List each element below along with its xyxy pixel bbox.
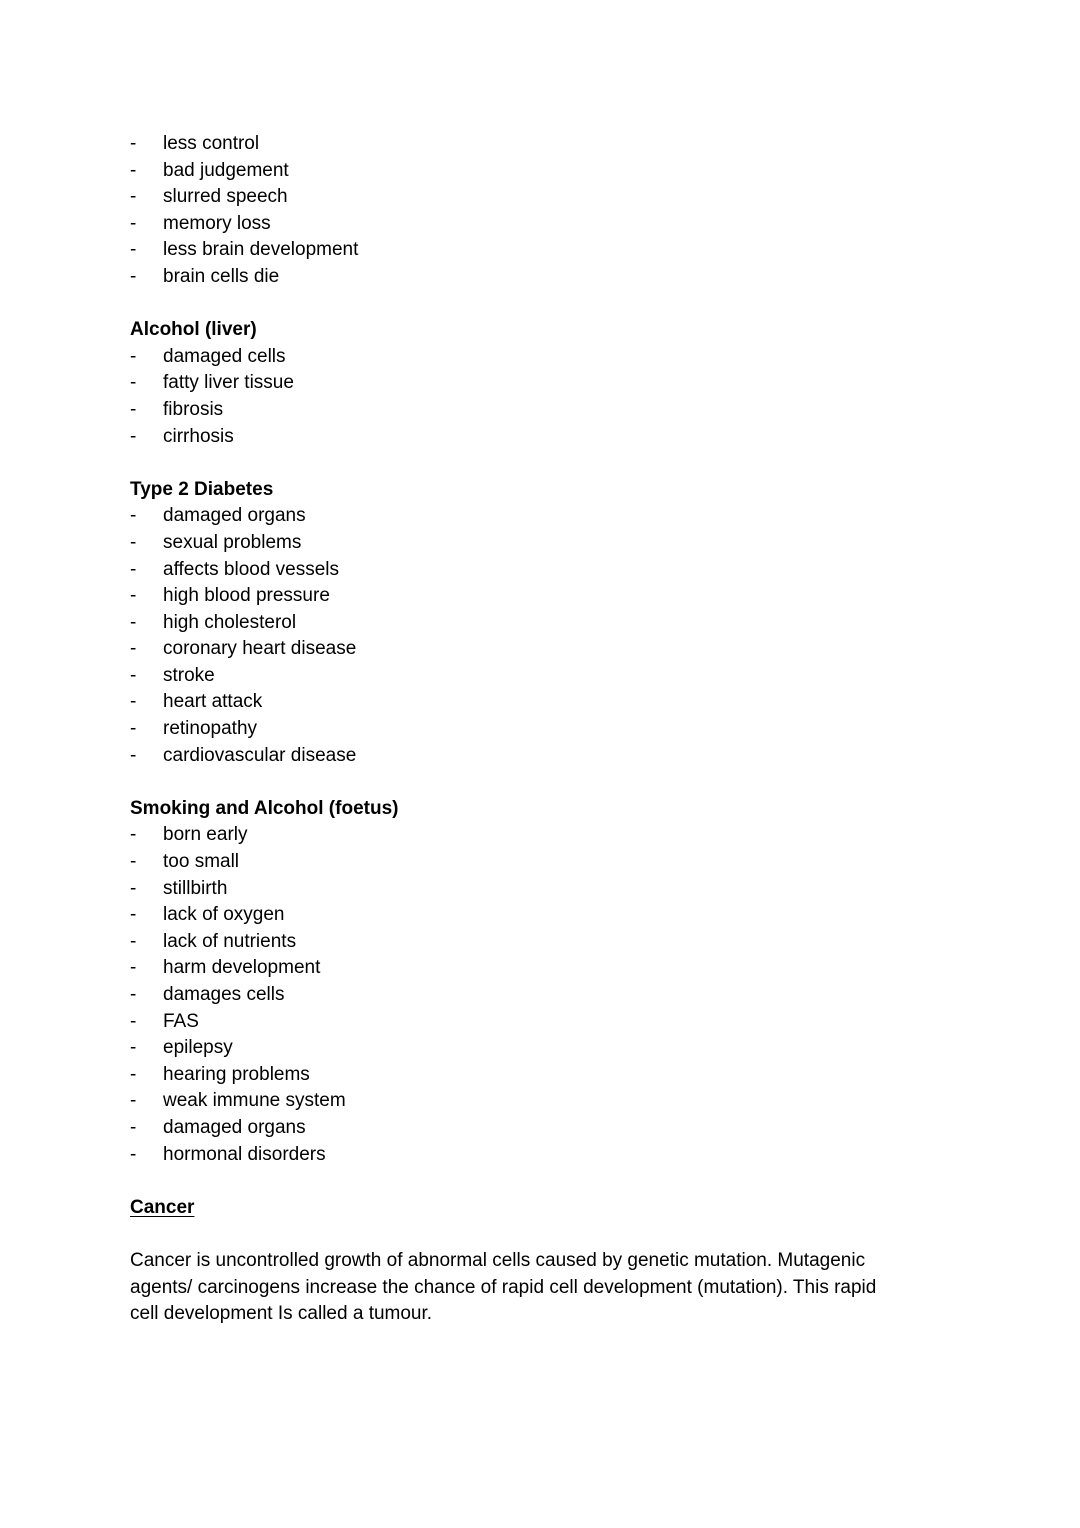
- bullet-dash: -: [130, 239, 137, 261]
- bullet-dash: -: [130, 186, 137, 208]
- list-item: - damaged organs: [130, 503, 950, 530]
- list-item: - weak immune system: [130, 1088, 950, 1115]
- alcohol-liver-list: [130, 344, 950, 450]
- list-item: - brain cells die: [130, 264, 950, 291]
- list-item: - stroke: [130, 663, 950, 690]
- list-item: - damaged organs: [130, 1115, 950, 1142]
- bullet-dash: -: [130, 638, 137, 660]
- bullet-dash: -: [130, 824, 137, 846]
- list-item: - fibrosis: [130, 397, 950, 424]
- section-heading-cancer: Cancer: [130, 1196, 195, 1218]
- list-item: - harm development: [130, 955, 950, 982]
- smoking-alcohol-foetus-list: [130, 822, 950, 1168]
- bullet-dash: -: [130, 425, 137, 447]
- bullet-dash: -: [130, 505, 137, 527]
- bullet-dash: -: [130, 265, 137, 287]
- list-item: - bad judgement: [130, 158, 950, 185]
- list-item: - cardiovascular disease: [130, 743, 950, 770]
- list-item: - less control: [130, 131, 950, 158]
- cancer-paragraph: [130, 1248, 930, 1328]
- bullet-dash: -: [130, 398, 137, 420]
- bullet-dash: -: [130, 531, 137, 553]
- bullet-dash: -: [130, 372, 137, 394]
- bullet-dash: -: [130, 585, 137, 607]
- list-item: - lack of oxygen: [130, 902, 950, 929]
- bullet-dash: -: [130, 212, 137, 234]
- list-item: - stillbirth: [130, 876, 950, 903]
- bullet-dash: -: [130, 691, 137, 713]
- bullet-dash: -: [130, 718, 137, 740]
- list-item: - damaged cells: [130, 344, 950, 371]
- list-item: - slurred speech: [130, 184, 950, 211]
- section-heading-smoking-alcohol-foetus: Smoking and Alcohol (foetus): [130, 797, 399, 819]
- bullet-dash: -: [130, 664, 137, 686]
- spacer: [130, 1168, 950, 1195]
- bullet-dash: -: [130, 1090, 137, 1112]
- bullet-dash: -: [130, 159, 137, 181]
- list-item: - affects blood vessels: [130, 557, 950, 584]
- paragraph-line: cell development Is called a tumour.: [130, 1303, 433, 1325]
- bullet-dash: -: [130, 345, 137, 367]
- bullet-dash: -: [130, 133, 137, 154]
- type-2-diabetes-list: [130, 503, 950, 769]
- list-item: - damages cells: [130, 982, 950, 1009]
- bullet-dash: -: [130, 558, 137, 580]
- bullet-dash: -: [130, 1063, 137, 1085]
- bullet-dash: -: [130, 904, 137, 926]
- list-item: - born early: [130, 822, 950, 849]
- list-item: - less brain development: [130, 237, 950, 264]
- paragraph-line: Cancer is uncontrolled growth of abnormal cells caused by genetic mutation. Mutagenic: [130, 1249, 866, 1271]
- bullet-dash: -: [130, 877, 137, 899]
- bullet-dash: -: [130, 1116, 137, 1138]
- list-item: - retinopathy: [130, 716, 950, 743]
- bullet-dash: -: [130, 1010, 137, 1032]
- spacer: [130, 1221, 950, 1248]
- bullet-dash: -: [130, 957, 137, 979]
- document-page: [130, 131, 950, 1328]
- spacer: [130, 291, 950, 318]
- list-item: - epilepsy: [130, 1035, 950, 1062]
- brain-effects-list: [130, 131, 950, 291]
- bullet-dash: -: [130, 1037, 137, 1059]
- bullet-dash: -: [130, 984, 137, 1005]
- bullet-dash: -: [130, 1143, 137, 1165]
- paragraph-line: agents/ carcinogens increase the chance of rapid cell development (mutation). This rapid: [130, 1276, 877, 1298]
- list-item: - cirrhosis: [130, 424, 950, 451]
- section-heading-alcohol-liver: Alcohol (liver): [130, 319, 257, 341]
- list-item: - hormonal disorders: [130, 1142, 950, 1169]
- list-item: - FAS: [130, 1009, 950, 1036]
- bullet-dash: -: [130, 744, 137, 766]
- section-heading-type-2-diabetes: Type 2 Diabetes: [130, 478, 274, 500]
- list-item: - sexual problems: [130, 530, 950, 557]
- list-item: - hearing problems: [130, 1062, 950, 1089]
- list-item: - high cholesterol: [130, 610, 950, 637]
- list-item: - fatty liver tissue: [130, 370, 950, 397]
- spacer: [130, 769, 950, 796]
- list-item: - heart attack: [130, 689, 950, 716]
- list-item: - memory loss: [130, 211, 950, 238]
- bullet-dash: -: [130, 851, 137, 873]
- bullet-dash: -: [130, 930, 137, 952]
- list-item: - high blood pressure: [130, 583, 950, 610]
- list-item: - too small: [130, 849, 950, 876]
- list-item: - coronary heart disease: [130, 636, 950, 663]
- spacer: [130, 450, 950, 477]
- list-item: - lack of nutrients: [130, 929, 950, 956]
- bullet-dash: -: [130, 611, 137, 633]
